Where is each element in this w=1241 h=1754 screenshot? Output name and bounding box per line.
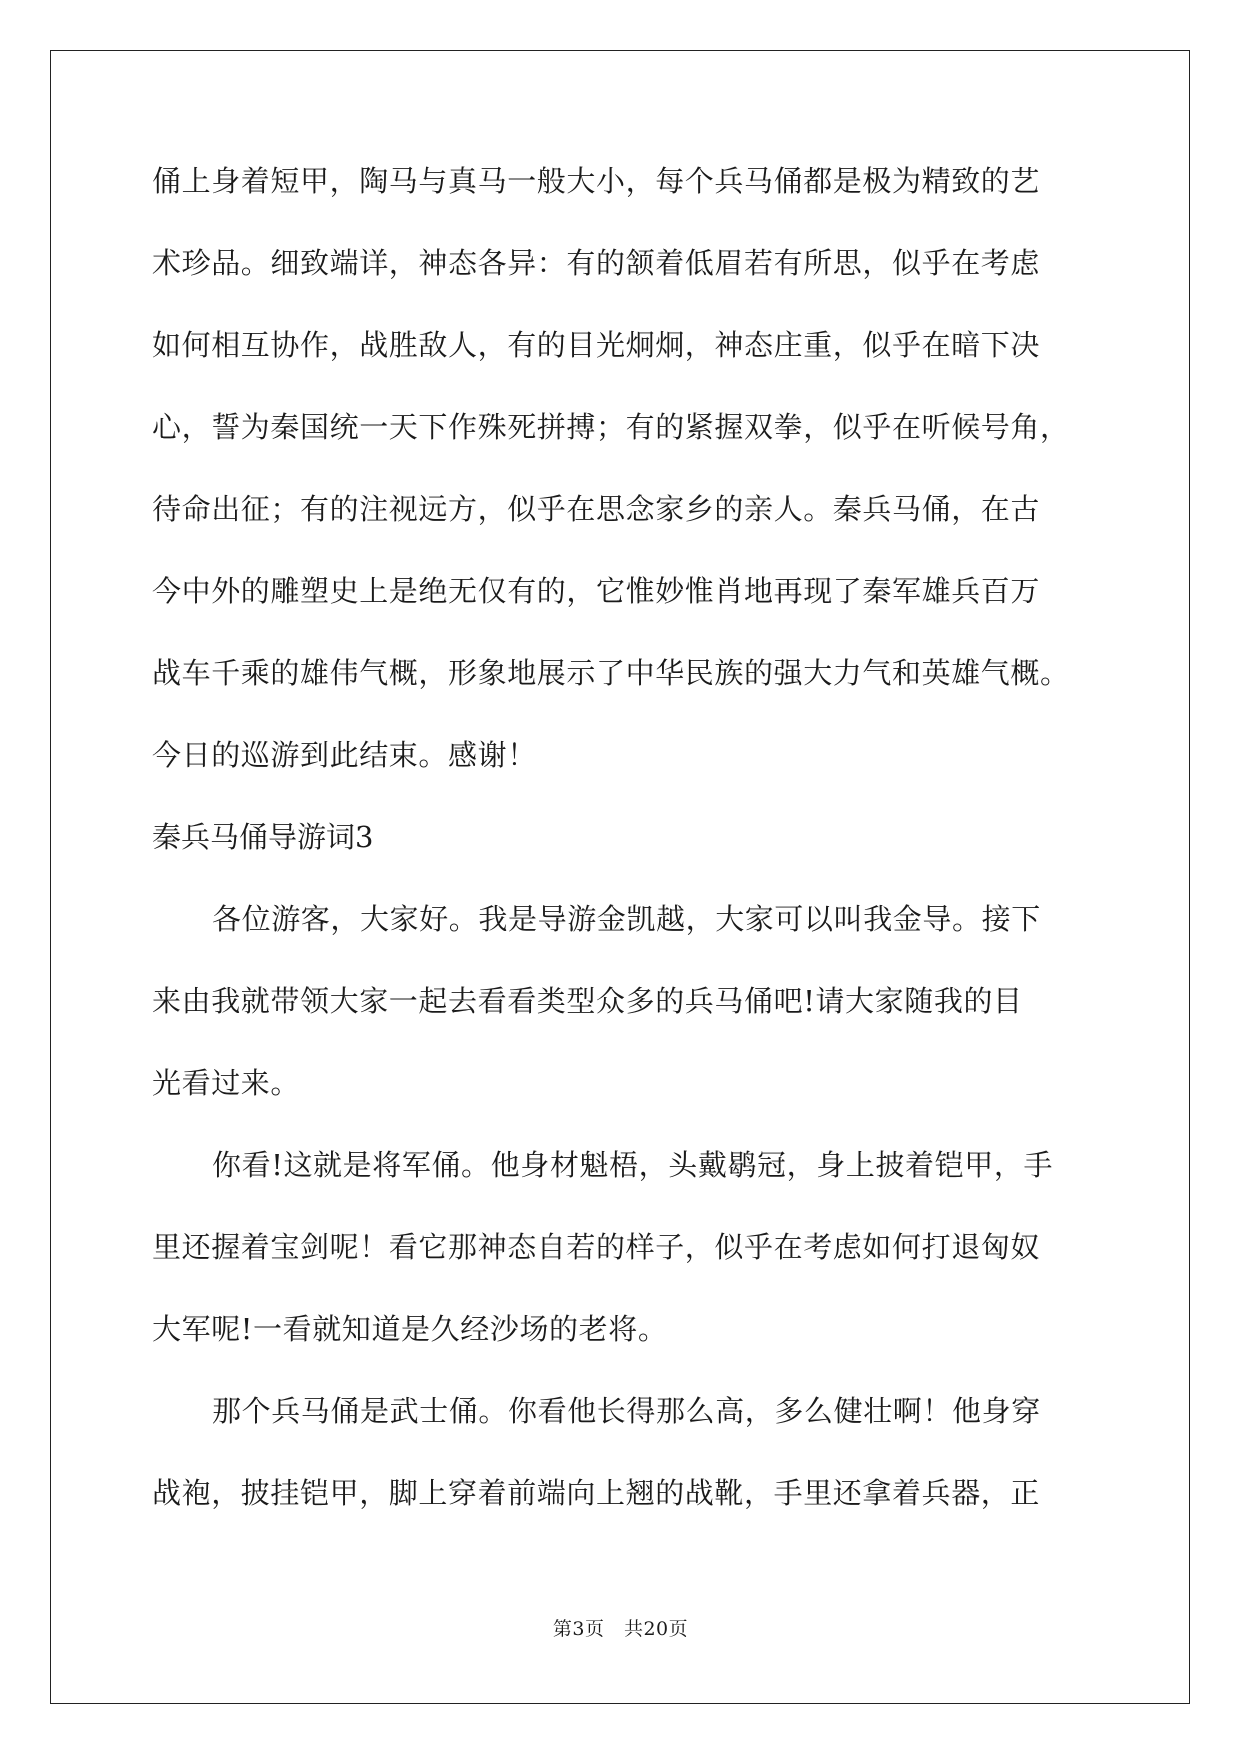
text-line: 如何相互协作，战胜敌人，有的目光炯炯，神态庄重，似乎在暗下决 (152, 328, 1041, 362)
paragraph-first-line: 各位游客，大家好。我是导游金凯越，大家可以叫我金导。接下 (212, 902, 1041, 936)
text-line: 战车千乘的雄伟气概，形象地展示了中华民族的强大力气和英雄气概。 (152, 656, 1070, 690)
document-body (152, 155, 1092, 1549)
page-footer: 第3页 共20页 (552, 1618, 689, 1640)
text-line: 心，誓为秦国统一天下作殊死拼搏；有的紧握双拳，似乎在听候号角， (152, 410, 1070, 444)
section-heading: 秦兵马俑导游词3 (152, 820, 374, 854)
paragraph-first-line: 那个兵马俑是武士俑。你看他长得那么高，多么健壮啊！他身穿 (212, 1394, 1041, 1428)
text-line: 今中外的雕塑史上是绝无仅有的，它惟妙惟肖地再现了秦军雄兵百万 (152, 574, 1041, 608)
text-line: 来由我就带领大家一起去看看类型众多的兵马俑吧!请大家随我的目 (152, 984, 1023, 1018)
paragraph-first-line: 你看!这就是将军俑。他身材魁梧，头戴鹖冠，身上披着铠甲，手 (212, 1148, 1054, 1182)
text-line: 里还握着宝剑呢！看它那神态自若的样子，似乎在考虑如何打退匈奴 (152, 1230, 1041, 1264)
text-line: 大军呢!一看就知道是久经沙场的老将。 (152, 1312, 668, 1346)
text-line: 待命出征；有的注视远方，似乎在思念家乡的亲人。秦兵马俑，在古 (152, 492, 1041, 526)
text-line: 术珍品。细致端详，神态各异：有的颔着低眉若有所思，似乎在考虑 (152, 246, 1041, 280)
text-line: 战袍，披挂铠甲，脚上穿着前端向上翘的战靴，手里还拿着兵器，正 (152, 1476, 1041, 1510)
text-line: 俑上身着短甲，陶马与真马一般大小，每个兵马俑都是极为精致的艺 (152, 164, 1041, 198)
text-line: 今日的巡游到此结束。感谢！ (152, 738, 537, 772)
text-line: 光看过来。 (152, 1066, 301, 1100)
